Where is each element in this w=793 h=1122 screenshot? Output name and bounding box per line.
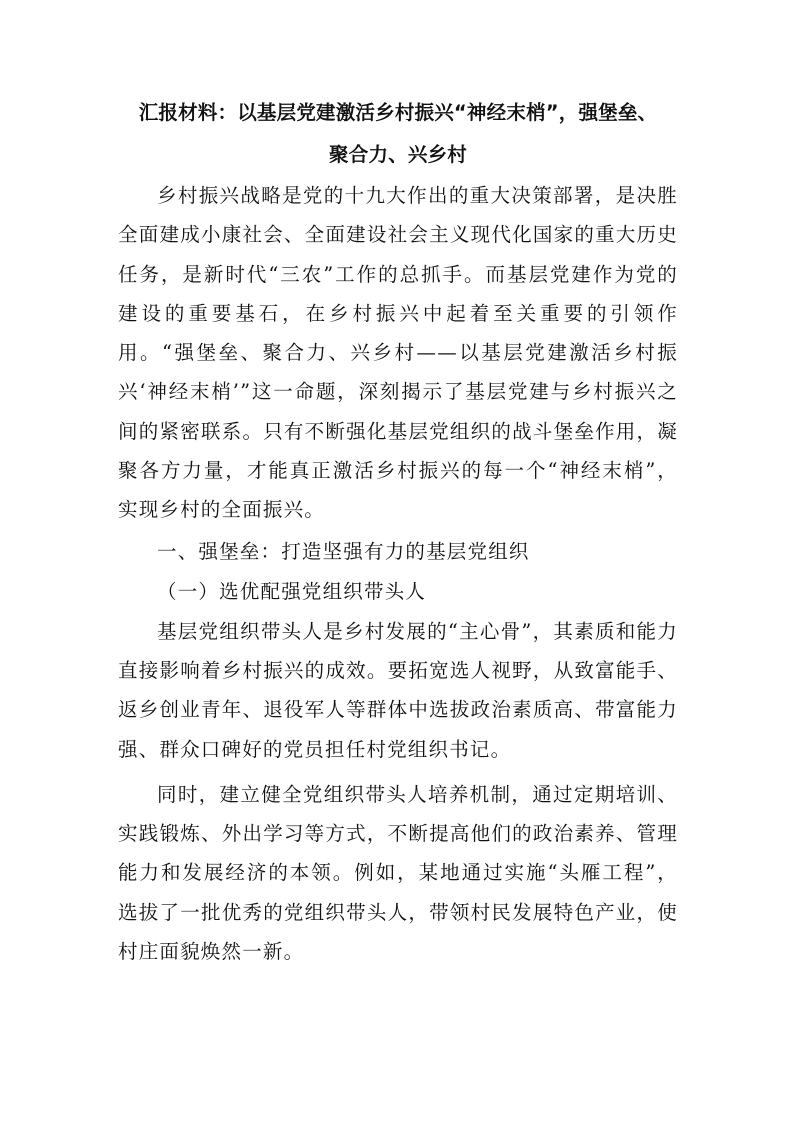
intro-paragraph: 乡村振兴战略是党的十九大作出的重大决策部署，是决胜全面建成小康社会、全面建设社会主义现代化国家的重大历史任务，是新时代“三农”工作的总抓手。而基层党建作为党的建设的重要基石，在乡村振兴中起着至关重要的引领作用。“强堡垒、聚合力、兴乡村——以基层党建激活乡村振兴‘神经末梢’”这一命题，深刻揭示了基层党建与乡村振兴之间的紧密联系。只有不断强化基层党组织的战斗堡垒作用，凝聚各方力量，才能真正激活乡村振兴的每一个“神经末梢”，实现乡村的全面振兴。 [118, 184, 678, 522]
body-paragraph: 同时，建立健全党组织带头人培养机制，通过定期培训、实践锻炼、外出学习等方式，不断提高他们的政治素养、管理能力和发展经济的本领。例如，某地通过实施“头雁工程”，选拔了一批优秀的党组织带头人，带领村民发展特色产业，使村庄面貌焕然一新。 [118, 782, 678, 964]
document-title [118, 92, 678, 176]
document-body [118, 92, 678, 971]
title-line-1: 汇报材料：以基层党建激活乡村振兴“神经末梢”，强堡垒、 [138, 101, 658, 124]
section-heading: 一、强堡垒：打造坚强有力的基层党组织 [157, 539, 530, 563]
subsection-heading: （一）选优配强党组织带头人 [157, 579, 427, 603]
title-line-2: 聚合力、兴乡村 [329, 143, 467, 166]
body-paragraph: 基层党组织带头人是乡村发展的“主心骨”，其素质和能力直接影响着乡村振兴的成效。要拓宽选人视野，从致富能手、返乡创业青年、退役军人等群体中选拔政治素质高、带富能力强、群众口碑好的党员担任村党组织书记。 [118, 619, 678, 761]
